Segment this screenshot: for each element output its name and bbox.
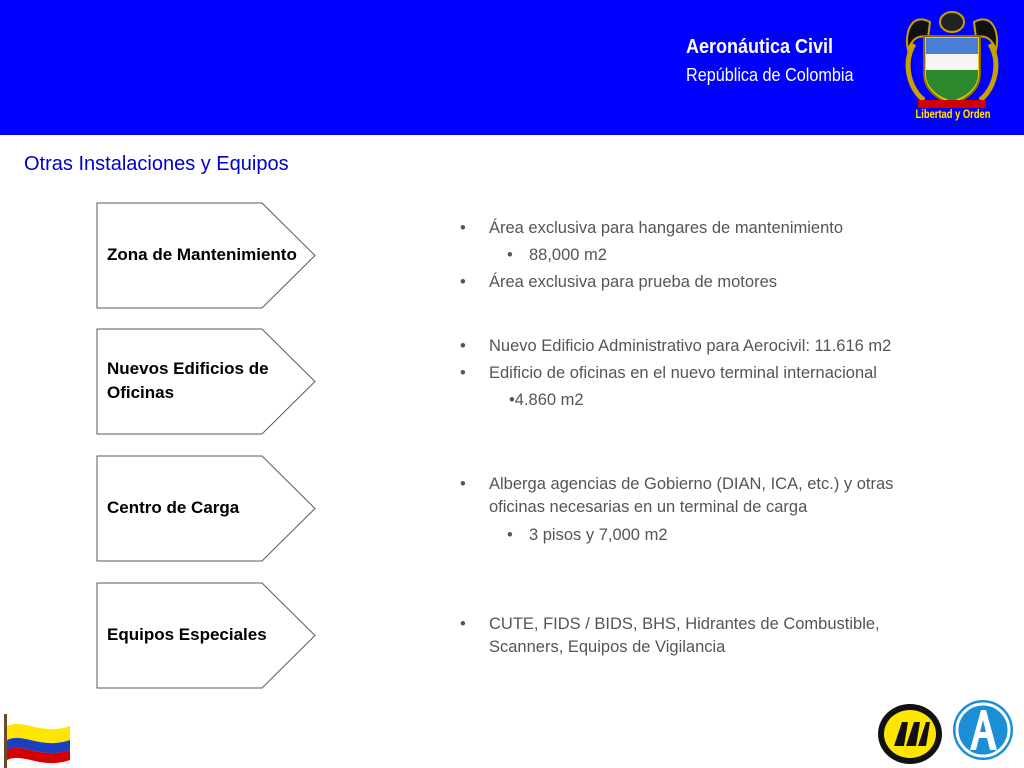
bullet-list	[458, 333, 891, 414]
a-logo-icon	[950, 698, 1016, 768]
slide-title: Otras Instalaciones y Equipos	[24, 153, 289, 175]
section-label: Nuevos Edificios de Oficinas	[107, 359, 269, 402]
bullet-item: • CUTE, FIDS / BIDS, BHS, Hidrantes de Combustible, Scanners, Equipos de Vigilancia	[458, 613, 908, 659]
org-subtitle: República de Colombia	[686, 65, 854, 85]
sub-bullet-item: •4.860 m2	[509, 391, 584, 409]
bullet-list	[458, 215, 843, 296]
motto-text: Libertad y Orden	[915, 107, 991, 121]
section-chevron	[96, 328, 318, 436]
m-logo-icon	[874, 696, 946, 768]
section-chevron	[96, 455, 318, 563]
bullet-list	[458, 473, 938, 549]
bullet-list	[458, 613, 908, 659]
colombia-flag-icon	[0, 712, 74, 768]
bullet-item: • Área exclusiva para prueba de motores	[458, 269, 843, 296]
sub-bullet-item: • 88,000 m2	[458, 242, 843, 269]
bullet-item: • Nuevo Edificio Administrativo para Aerocivil: 11.616 m2	[458, 333, 891, 360]
section-chevron	[96, 582, 318, 690]
sub-bullet-item: • 3 pisos y 7,000 m2	[458, 522, 938, 549]
bullet-item: • Área exclusiva para hangares de mantenimiento	[458, 215, 843, 242]
bullet-item: • Alberga agencias de Gobierno (DIAN, ICA, etc.) y otras oficinas necesarias en un terminal de carga	[458, 473, 938, 519]
section-label: Centro de Carga	[107, 498, 240, 517]
bullet-item: • Edificio de oficinas en el nuevo terminal internacional	[458, 360, 891, 387]
section-label: Equipos Especiales	[107, 625, 267, 644]
section-label: Zona de Mantenimiento	[107, 245, 297, 264]
section-chevron	[96, 202, 318, 310]
header-banner	[0, 0, 1024, 135]
org-name: Aeronáutica Civil	[686, 36, 834, 58]
